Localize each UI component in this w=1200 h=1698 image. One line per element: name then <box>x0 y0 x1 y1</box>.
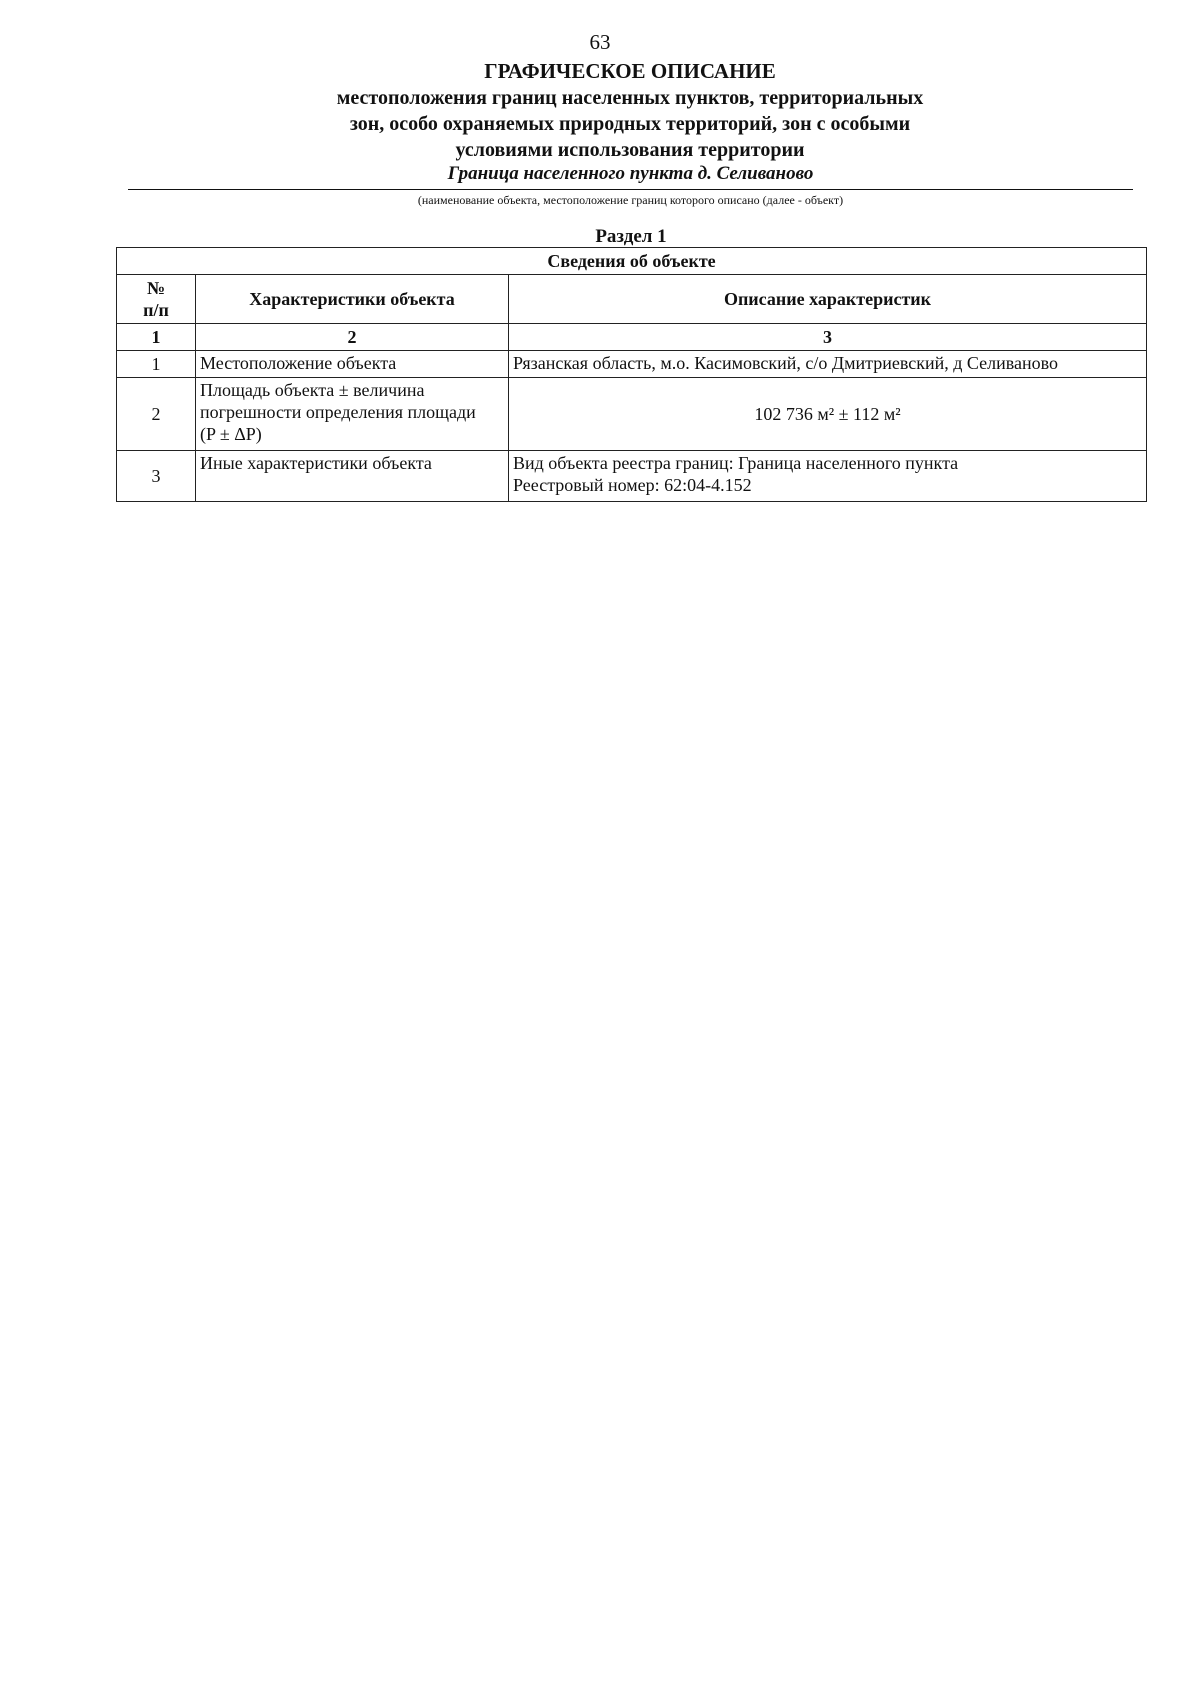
table-row <box>117 451 1147 502</box>
characteristic-line: Площадь объекта ± величина <box>200 380 425 400</box>
row-number: 1 <box>117 351 196 378</box>
row-number: 3 <box>117 451 196 502</box>
header-num-line: № <box>146 278 166 298</box>
table-row <box>117 351 1147 378</box>
column-number: 2 <box>196 324 509 351</box>
header-num-line: п/п <box>143 300 169 320</box>
row-characteristic <box>196 378 509 451</box>
table-caption: Сведения об объекте <box>117 248 1147 275</box>
subtitle-line: местоположения границ населенных пунктов, территориальных <box>336 87 924 109</box>
header-characteristic: Характеристики объекта <box>196 275 509 324</box>
subtitle-line: условиями использования территории <box>455 139 805 161</box>
row-number: 2 <box>117 378 196 451</box>
subtitle-line: зон, особо охраняемых природных территорий, зон с особыми <box>349 113 911 135</box>
column-number: 1 <box>117 324 196 351</box>
header-description: Описание характеристик <box>509 275 1147 324</box>
table-caption-row <box>117 248 1147 275</box>
page-number: 63 <box>589 30 611 54</box>
description-line: Реестровый номер: 62:04-4.152 <box>513 475 752 495</box>
object-name-underline <box>128 189 1133 190</box>
document-subtitle <box>200 85 1060 163</box>
object-caption: (наименование объекта, местоположение границ которого описано (далее - объект) <box>417 193 844 207</box>
description-line: Вид объекта реестра границ: Граница населенного пункта <box>513 453 959 473</box>
row-description <box>509 451 1147 502</box>
header-num <box>117 275 196 324</box>
characteristic-line: погрешности определения площади <box>200 402 476 422</box>
object-name: Граница населенного пункта д. Селиваново <box>447 163 814 184</box>
column-number: 3 <box>509 324 1147 351</box>
row-description: 102 736 м² ± 112 м² <box>509 378 1147 451</box>
characteristic-line: (P ± ΔP) <box>200 424 262 444</box>
row-description: Рязанская область, м.о. Касимовский, с/о Дмитриевский, д Селиваново <box>509 351 1147 378</box>
table-row <box>117 378 1147 451</box>
column-number-row <box>117 324 1147 351</box>
section-title: Раздел 1 <box>595 226 667 247</box>
object-info-table <box>116 247 1147 502</box>
table-header-row <box>117 275 1147 324</box>
title-block <box>200 58 1060 163</box>
document-title: ГРАФИЧЕСКОЕ ОПИСАНИЕ <box>484 59 776 83</box>
row-characteristic: Местоположение объекта <box>196 351 509 378</box>
row-characteristic: Иные характеристики объекта <box>196 451 509 502</box>
